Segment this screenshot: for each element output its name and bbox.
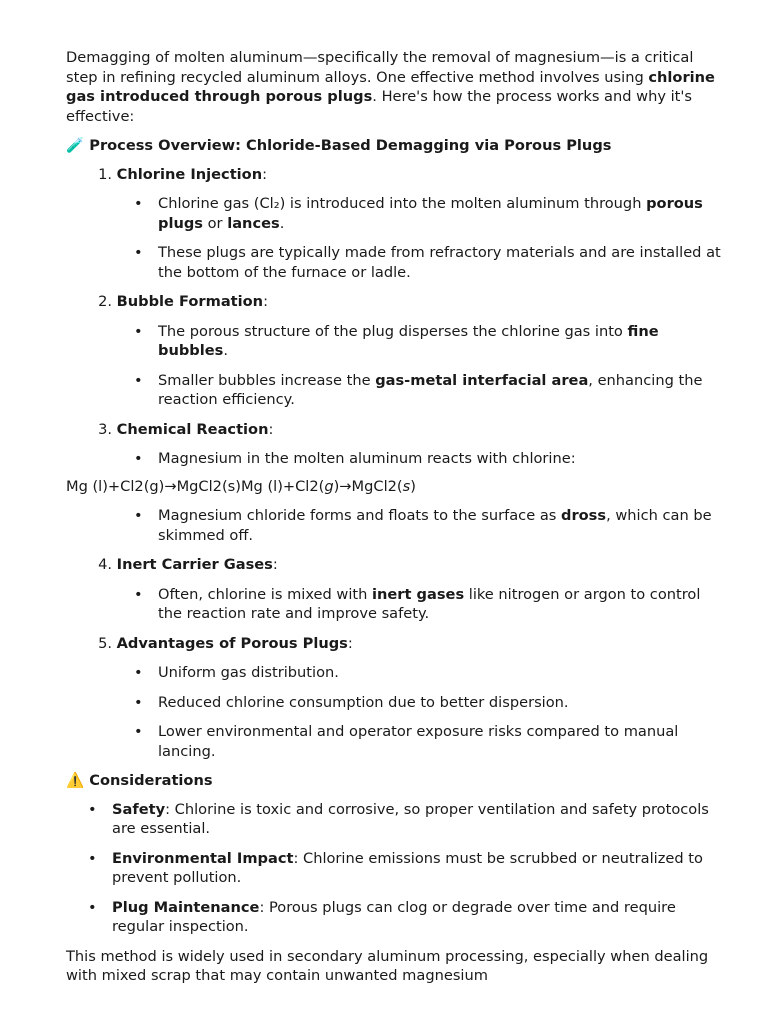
step-chemical-reaction-continued xyxy=(66,506,722,545)
list-item xyxy=(158,693,722,713)
step-title-text: Chemical Reaction xyxy=(116,420,269,438)
formula-text: Mg (l)+Cl2(g)→MgCl2(s)Mg (l)+Cl2( xyxy=(66,477,325,495)
formula-text: ) xyxy=(410,477,416,495)
step-advantages-porous-plugs xyxy=(66,634,722,762)
bold-text: lances xyxy=(227,214,280,232)
considerations-heading: ⚠️ Considerations xyxy=(66,772,213,789)
bold-text: porous plugs xyxy=(158,195,703,232)
text: Chlorine gas (Cl₂) is introduced into the molten aluminum through xyxy=(158,195,647,212)
bullet-list xyxy=(66,194,722,282)
text: : Chlorine is toxic and corrosive, so proper ventilation and safety protocols are essential. xyxy=(112,800,709,837)
text: , which can be skimmed off. xyxy=(158,507,712,544)
text: Uniform gas distribution. xyxy=(158,664,339,681)
step-chlorine-injection xyxy=(66,165,722,283)
step-title xyxy=(112,555,278,575)
reaction-formula xyxy=(66,477,722,497)
considerations-list xyxy=(66,800,722,937)
bold-text: Safety xyxy=(112,800,166,818)
process-steps-list xyxy=(66,165,722,469)
bullet-list xyxy=(66,449,722,469)
step-inert-carrier-gases xyxy=(66,555,722,624)
step-number: 4. xyxy=(98,556,112,573)
step-head xyxy=(66,634,722,654)
list-item xyxy=(158,722,722,761)
colon: : xyxy=(263,293,268,310)
text: The porous structure of the plug disperses the chlorine gas into xyxy=(158,322,628,340)
list-item xyxy=(112,898,722,937)
step-chemical-reaction xyxy=(66,420,722,469)
list-item xyxy=(158,506,722,545)
text: Smaller bubbles increase the xyxy=(158,371,376,389)
step-head xyxy=(66,292,722,312)
bold-text: fine bubbles xyxy=(158,322,659,359)
step-head xyxy=(66,555,722,575)
colon: : xyxy=(347,634,353,652)
bullet-list xyxy=(66,322,722,410)
step-title xyxy=(112,165,267,185)
text: like nitrogen or argon to control the reaction rate and improve safety. xyxy=(158,585,701,622)
list-item xyxy=(112,849,722,888)
overview-heading: 🧪 Process Overview: Chloride-Based Demagging via Porous Plugs xyxy=(66,137,612,154)
step-bubble-formation xyxy=(66,292,722,410)
intro-bold: chlorine gas introduced through porous plugs xyxy=(66,68,715,105)
step-title xyxy=(112,292,268,312)
step-title-text: Inert Carrier Gases xyxy=(116,556,273,573)
formula-italic: g xyxy=(324,477,334,495)
text: Magnesium in the molten aluminum reacts with chlorine: xyxy=(158,450,576,467)
text: These plugs are typically made from refractory materials and are installed at the bottom of the furnace or ladle. xyxy=(158,244,721,281)
list-item xyxy=(158,243,722,282)
bold-text: Plug Maintenance xyxy=(112,898,260,916)
text: : Porous plugs can clog or degrade over time and require regular inspection. xyxy=(112,898,676,935)
list-item xyxy=(158,322,722,361)
process-steps-list-continued xyxy=(66,506,722,761)
intro-text-2: . Here's how the process works and why it's effective: xyxy=(66,88,693,125)
colon: : xyxy=(268,420,274,438)
text: Often, chlorine is mixed with xyxy=(158,585,373,603)
intro-paragraph xyxy=(66,48,722,126)
text: : Chlorine emissions must be scrubbed or neutralized to prevent pollution. xyxy=(112,849,703,886)
list-item xyxy=(112,800,722,839)
text: Lower environmental and operator exposure risks compared to manual lancing. xyxy=(158,723,679,760)
bullet-list xyxy=(66,585,722,624)
formula-italic: s xyxy=(402,477,411,495)
step-number: 5. xyxy=(98,634,112,652)
list-item xyxy=(158,194,722,233)
text: or xyxy=(202,214,228,232)
list-item xyxy=(158,663,722,683)
bullet-list xyxy=(66,506,722,545)
bold-text: Environmental Impact xyxy=(112,849,294,867)
step-number: 3. xyxy=(98,420,112,438)
text: , enhancing the reaction efficiency. xyxy=(158,371,703,408)
list-item xyxy=(158,371,722,410)
bold-text: dross xyxy=(561,507,607,524)
step-number: 2. xyxy=(98,293,112,310)
intro-text-1: Demagging of molten aluminum—specifically the removal of magnesium—is a critical step in refining recycled aluminum alloys. One effective method involves using xyxy=(66,49,694,86)
formula-text: )→MgCl2( xyxy=(333,477,403,495)
step-title xyxy=(112,420,273,440)
bold-text: inert gases xyxy=(372,585,465,603)
text: Magnesium chloride forms and floats to the surface as xyxy=(158,507,562,524)
step-head xyxy=(66,420,722,440)
text: Reduced chlorine consumption due to better dispersion. xyxy=(158,693,569,711)
colon: : xyxy=(262,165,268,183)
step-title-text: Advantages of Porous Plugs xyxy=(116,634,348,652)
bullet-list xyxy=(66,663,722,761)
step-number: 1. xyxy=(98,165,112,183)
step-title xyxy=(112,634,353,654)
step-head xyxy=(66,165,722,185)
bold-text: gas-metal interfacial area xyxy=(375,371,589,389)
step-title-text: Bubble Formation xyxy=(116,293,264,310)
colon: : xyxy=(272,556,278,573)
text: . xyxy=(223,342,228,359)
list-item xyxy=(158,449,722,469)
outro-paragraph: This method is widely used in secondary aluminum processing, especially when dealing with mixed scrap that may contain unwanted magnesium xyxy=(66,947,709,984)
list-item xyxy=(158,585,722,624)
text: . xyxy=(279,214,285,232)
step-title-text: Chlorine Injection xyxy=(116,165,263,183)
